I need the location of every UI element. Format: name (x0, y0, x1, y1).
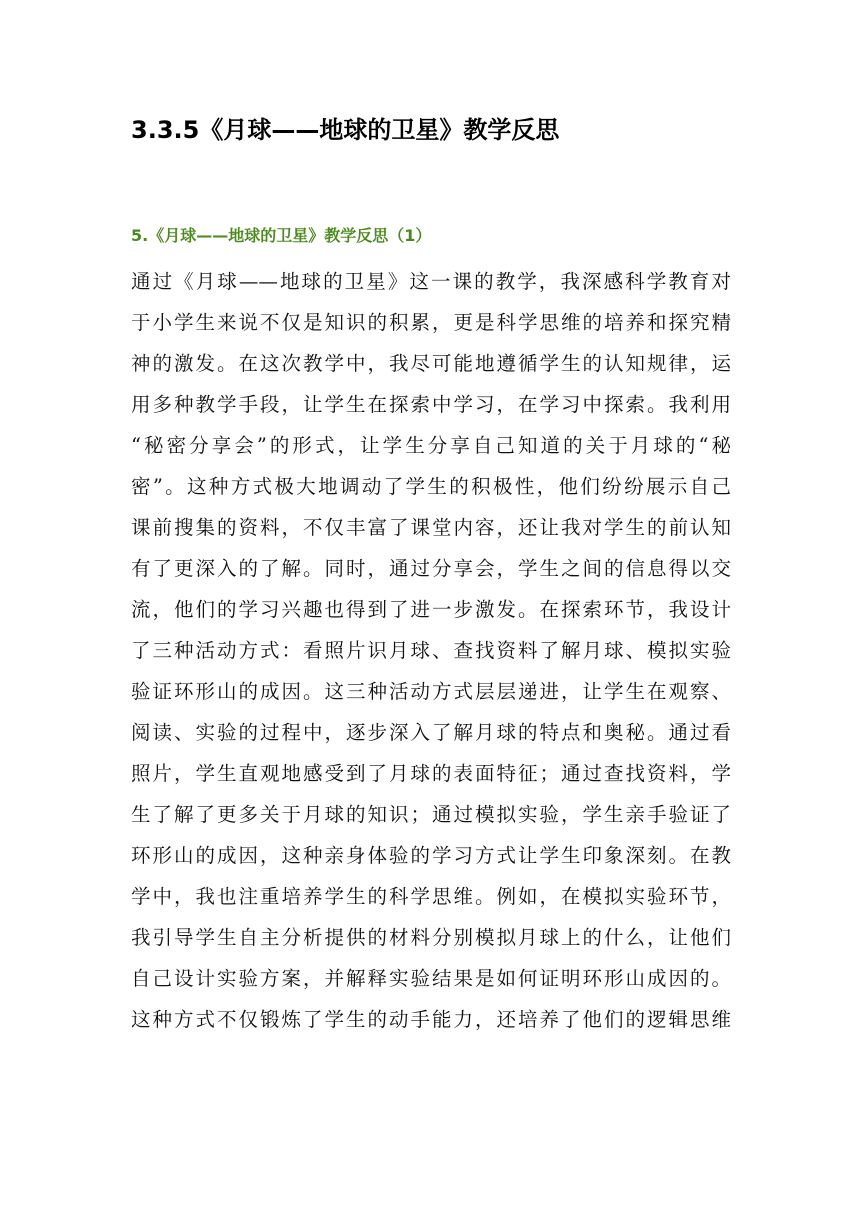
paragraph-line: 生了解了更多关于月球的知识；通过模拟实验，学生亲手验证了 (131, 803, 731, 826)
paragraph-line: 密”。这种方式极大地调动了学生的积极性，他们纷纷展示自己 (131, 475, 731, 498)
paragraph-line: 环形山的成因，这种亲身体验的学习方式让学生印象深刻。在教 (131, 844, 731, 867)
paragraph-line: 照片，学生直观地感受到了月球的表面特征；通过查找资料，学 (131, 762, 731, 785)
paragraph-line: 课前搜集的资料，不仅丰富了课堂内容，还让我对学生的前认知 (131, 516, 731, 539)
paragraph-line: 学中，我也注重培养学生的科学思维。例如，在模拟实验环节， (131, 885, 731, 908)
paragraph-line: 验证环形山的成因。这三种活动方式层层递进，让学生在观察、 (131, 680, 731, 703)
paragraph-line: 了三种活动方式：看照片识月球、查找资料了解月球、模拟实验 (131, 639, 731, 662)
paragraph-line: 于小学生来说不仅是知识的积累，更是科学思维的培养和探究精 (131, 311, 731, 334)
paragraph-line: 用多种教学手段，让学生在探索中学习，在学习中探索。我利用 (131, 393, 731, 416)
paragraph-line: 通过《月球——地球的卫星》这一课的教学，我深感科学教育对 (131, 270, 731, 293)
paragraph-line: “秘密分享会”的形式，让学生分享自己知道的关于月球的“秘 (131, 434, 731, 457)
document-title: 3.3.5《月球——地球的卫星》教学反思 (131, 116, 560, 144)
paragraph-line: 神的激发。在这次教学中，我尽可能地遵循学生的认知规律，运 (131, 352, 731, 375)
section-heading: 5.《月球——地球的卫星》教学反思（1） (131, 226, 432, 245)
paragraph-line: 我引导学生自主分析提供的材料分别模拟月球上的什么，让他们 (131, 926, 731, 949)
paragraph-line: 这种方式不仅锻炼了学生的动手能力，还培养了他们的逻辑思维 (131, 1008, 731, 1031)
body-paragraph (131, 261, 731, 1040)
paragraph-line: 流，他们的学习兴趣也得到了进一步激发。在探索环节，我设计 (131, 598, 731, 621)
paragraph-line: 有了更深入的了解。同时，通过分享会，学生之间的信息得以交 (131, 557, 731, 580)
paragraph-line: 自己设计实验方案，并解释实验结果是如何证明环形山成因的。 (131, 967, 731, 990)
paragraph-line: 阅读、实验的过程中，逐步深入了解月球的特点和奥秘。通过看 (131, 721, 731, 744)
